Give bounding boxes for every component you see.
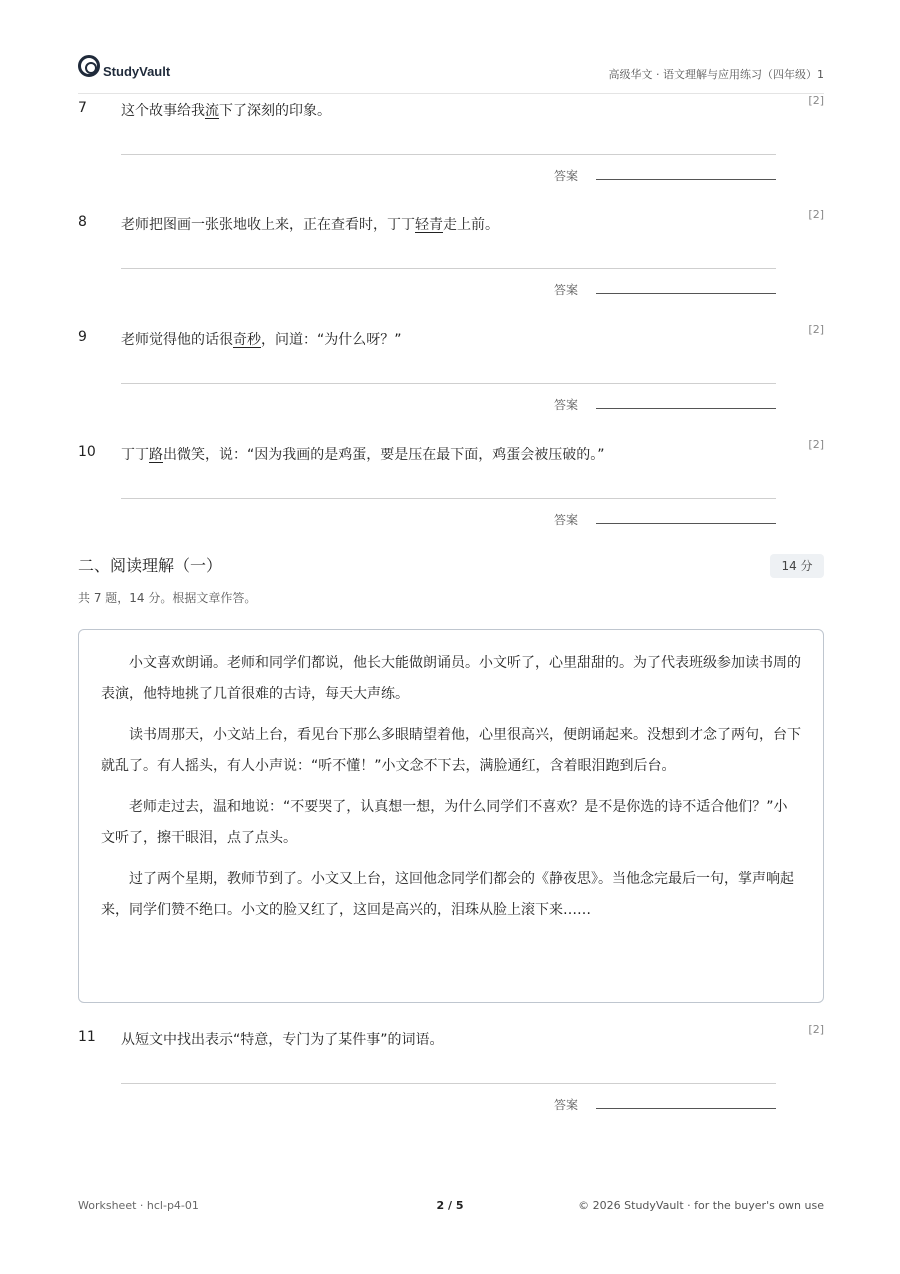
brand-logo bbox=[78, 55, 170, 77]
passage-paragraph: 过了两个星期，教师节到了。小文又上台，这回他念同学们都会的《静夜思》。当他念完最后一句，掌声响起来，同学们赞不绝口。小文的脸又红了，这回是高兴的，泪珠从脸上滚下来…… bbox=[101, 871, 794, 918]
passage-paragraph: 读书周那天，小文站上台，看见台下那么多眼睛望着他，心里很高兴，便朗诵起来。没想到才念了两句，台下就乱了。有人摇头，有人小声说：“听不懂！”小文念不下去，满脸通红，含着眼泪跑到后台。 bbox=[101, 727, 801, 774]
section-instructions: 共 7 题，14 分。根据文章作答。 bbox=[78, 591, 257, 605]
writing-line[interactable] bbox=[121, 268, 776, 269]
page-number: 2 / 5 bbox=[436, 1199, 464, 1212]
answer-label: 答案 bbox=[554, 283, 579, 297]
section-title: 二、阅读理解（一） bbox=[78, 556, 223, 575]
passage-paragraph: 小文喜欢朗诵。老师和同学们都说，他长大能做朗诵员。小文听了，心里甜甜的。为了代表班级参加读书周的表演，他特地挑了几首很难的古诗，每天大声练。 bbox=[101, 655, 801, 702]
worksheet-title: 高级华文 · 语文理解与应用练习（四年级）1 bbox=[608, 68, 824, 81]
question-text: 老师觉得他的话很奇秒，问道：“为什么呀？” bbox=[121, 332, 402, 348]
question-number: 11 bbox=[78, 1029, 96, 1045]
answer-label: 答案 bbox=[554, 398, 579, 412]
answer-line[interactable] bbox=[596, 408, 776, 409]
question-number: 8 bbox=[78, 214, 87, 230]
question-text: 这个故事给我流下了深刻的印象。 bbox=[121, 103, 331, 119]
question-marks: [2] bbox=[808, 94, 824, 107]
question-number: 7 bbox=[78, 100, 87, 116]
section-score-badge: 14 分 bbox=[770, 554, 824, 578]
passage-paragraph: 老师走过去，温和地说：“不要哭了，认真想一想，为什么同学们不喜欢？是不是你选的诗不适合他们？”小文听了，擦干眼泪，点了点头。 bbox=[101, 799, 788, 846]
answer-line[interactable] bbox=[596, 179, 776, 180]
underlined-word: 轻青 bbox=[415, 217, 443, 233]
question-text: 老师把图画一张张地收上来，正在查看时，丁丁轻青走上前。 bbox=[121, 217, 499, 233]
answer-label: 答案 bbox=[554, 513, 579, 527]
answer-line[interactable] bbox=[596, 523, 776, 524]
writing-line[interactable] bbox=[121, 498, 776, 499]
answer-line[interactable] bbox=[596, 293, 776, 294]
question-marks: [2] bbox=[808, 208, 824, 221]
reading-passage bbox=[78, 629, 824, 1003]
writing-line[interactable] bbox=[121, 154, 776, 155]
underlined-word: 流 bbox=[205, 103, 219, 119]
question-text: 丁丁路出微笑，说：“因为我画的是鸡蛋，要是压在最下面，鸡蛋会被压破的。” bbox=[121, 447, 605, 463]
question-marks: [2] bbox=[808, 1023, 824, 1036]
answer-line[interactable] bbox=[596, 1108, 776, 1109]
footer-worksheet-id: Worksheet · hcl-p4-01 bbox=[78, 1199, 199, 1212]
underlined-word: 路 bbox=[149, 447, 163, 463]
writing-line[interactable] bbox=[121, 1083, 776, 1084]
brand-name: StudyVault bbox=[103, 63, 171, 79]
question-marks: [2] bbox=[808, 438, 824, 451]
question-text: 从短文中找出表示“特意，专门为了某件事”的词语。 bbox=[121, 1032, 444, 1048]
page-header bbox=[78, 54, 824, 94]
question-number: 9 bbox=[78, 329, 87, 345]
writing-line[interactable] bbox=[121, 383, 776, 384]
studyvault-logo-icon bbox=[78, 55, 100, 77]
footer-copyright: © 2026 StudyVault · for the buyer's own use bbox=[578, 1199, 824, 1212]
underlined-word: 奇秒 bbox=[233, 332, 261, 348]
question-number: 10 bbox=[78, 444, 96, 460]
answer-label: 答案 bbox=[554, 1098, 579, 1112]
question-marks: [2] bbox=[808, 323, 824, 336]
answer-label: 答案 bbox=[554, 169, 579, 183]
